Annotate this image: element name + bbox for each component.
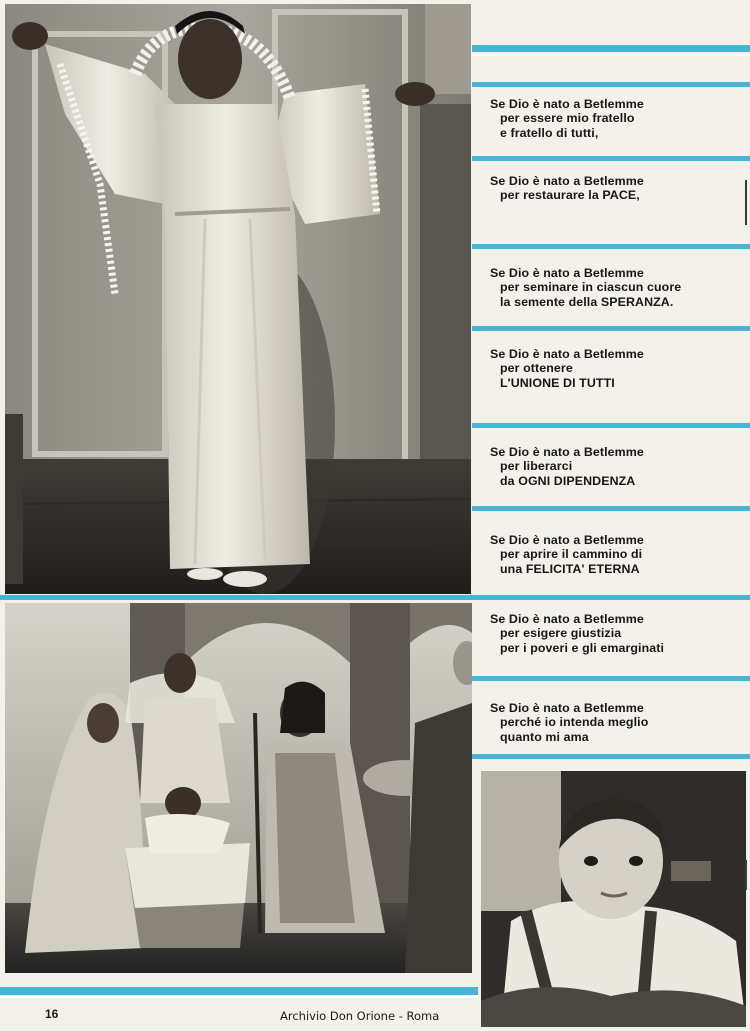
nativity-scene-photo-graphic bbox=[5, 603, 472, 973]
divider-rule bbox=[472, 754, 750, 759]
stanza-line: la semente della SPERANZA. bbox=[500, 294, 674, 309]
bottom-blue-rule bbox=[0, 987, 478, 995]
divider-rule bbox=[472, 82, 750, 87]
stanza-line: per i poveri e gli emarginati bbox=[500, 640, 665, 655]
divider-rule bbox=[472, 506, 750, 511]
stanza-line: per esigere giustizia bbox=[500, 626, 622, 641]
poem-stanza bbox=[490, 266, 745, 309]
stanza-line: per essere mio fratello bbox=[500, 111, 635, 126]
stanza-line: L'UNIONE DI TUTTI bbox=[500, 375, 615, 390]
poem-stanza bbox=[490, 97, 745, 140]
stanza-line: da OGNI DIPENDENZA bbox=[500, 473, 636, 488]
angel-costume-photo-graphic bbox=[5, 4, 471, 594]
stanza-line: Se Dio è nato a Betlemme bbox=[490, 266, 644, 280]
angel-costume-photo bbox=[5, 4, 471, 594]
top-blue-rule bbox=[472, 45, 750, 52]
child-portrait-photo bbox=[481, 771, 746, 1027]
stanza-line: Se Dio è nato a Betlemme bbox=[490, 533, 644, 547]
page-number: 16 bbox=[45, 1007, 59, 1021]
archive-credit: Archivio Don Orione - Roma bbox=[280, 1009, 440, 1023]
stanza-line: e fratello di tutti, bbox=[500, 125, 599, 140]
divider-rule bbox=[472, 156, 750, 161]
stanza-line: per aprire il cammino di bbox=[500, 547, 643, 562]
stanza-line: Se Dio è nato a Betlemme bbox=[490, 97, 644, 111]
poem-stanza bbox=[490, 347, 745, 390]
divider-rule bbox=[472, 244, 750, 249]
right-edge-mark bbox=[745, 180, 747, 225]
stanza-line: perché io intenda meglio bbox=[500, 715, 649, 730]
divider-rule bbox=[472, 326, 750, 331]
poem-stanza bbox=[490, 612, 745, 655]
stanza-line: per ottenere bbox=[500, 361, 573, 376]
right-edge-mark bbox=[745, 860, 747, 890]
stanza-line: Se Dio è nato a Betlemme bbox=[490, 701, 644, 715]
stanza-line: Se Dio è nato a Betlemme bbox=[490, 445, 644, 459]
divider-rule bbox=[472, 423, 750, 428]
stanza-line: per restaurare la PACE, bbox=[500, 188, 640, 203]
poem-stanza bbox=[490, 445, 745, 488]
child-portrait-photo-graphic bbox=[481, 771, 746, 1027]
stanza-line: Se Dio è nato a Betlemme bbox=[490, 612, 644, 626]
divider-rule bbox=[472, 676, 750, 681]
poem-stanza bbox=[490, 174, 745, 203]
top-white-rule bbox=[472, 54, 750, 56]
poem-stanza bbox=[490, 701, 745, 744]
stanza-line: una FELICITA' ETERNA bbox=[500, 561, 640, 576]
stanza-line: per liberarci bbox=[500, 459, 573, 474]
stanza-line: Se Dio è nato a Betlemme bbox=[490, 174, 644, 188]
stanza-line: quanto mi ama bbox=[500, 729, 589, 744]
stanza-line: Se Dio è nato a Betlemme bbox=[490, 347, 644, 361]
middle-blue-rule bbox=[0, 595, 750, 600]
stanza-line: per seminare in ciascun cuore bbox=[500, 280, 682, 295]
nativity-scene-photo bbox=[5, 603, 472, 973]
poem-stanza bbox=[490, 533, 745, 576]
bottom-white-rule bbox=[0, 996, 478, 998]
